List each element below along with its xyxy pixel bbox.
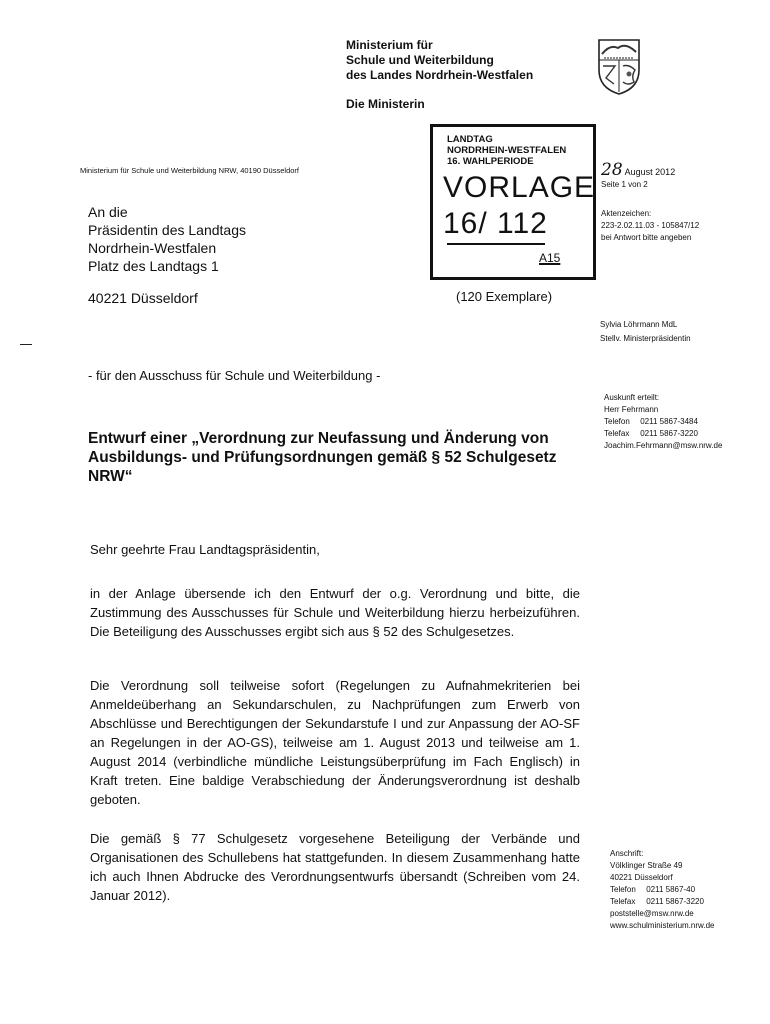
stamp-line: 16. WAHLPERIODE <box>447 156 534 167</box>
contact-fax-label: Telefax <box>604 429 630 438</box>
file-reference <box>601 208 699 244</box>
letter-date <box>601 160 675 180</box>
signer-block <box>600 318 691 346</box>
recipient-line: Nordrhein-Westfalen <box>88 240 217 256</box>
ministry-address <box>610 848 714 932</box>
address-fax-label: Telefax <box>610 897 636 906</box>
sender-line: Ministerium für Schule und Weiterbildung NRW, 40190 Düsseldorf <box>80 166 299 175</box>
landtag-stamp <box>430 124 596 280</box>
address-phone-label: Telefon <box>610 885 636 894</box>
signer-name: Sylvia Löhrmann MdL <box>600 320 678 329</box>
signer-title: Stellv. Ministerpräsidentin <box>600 334 691 343</box>
date-month-year: August 2012 <box>624 167 676 177</box>
body-paragraph: Die Verordnung soll teilweise sofort (Regelungen zu Aufnahmekriterien bei Anmeldeüberhang an Sekundarschulen, zu Nachprüfungen zum Erwerb von Abschlüsse und Berechtigungen der Sekundarstufe I und zur Anpassung der AO-SF an Regelungen in der AO-GS), teilweise am 1. August 2013 und teilweise am 1. August 2014 (verbindliche mündliche Leistungsüberprüfung im Fach Englisch) in Kraft treten. Eine baldige Verabschiedung der Änderungsverordnung ist deshalb geboten. <box>90 678 580 807</box>
salutation: Sehr geehrte Frau Landtagspräsidentin, <box>90 542 320 557</box>
stamp-number: 16/ 112 <box>443 207 548 240</box>
ministry-line: des Landes Nordrhein-Westfalen <box>346 68 534 82</box>
address-city: 40221 Düsseldorf <box>610 873 673 882</box>
contact-fax-number: 0211 5867-3220 <box>640 429 698 438</box>
address-phone-number: 0211 5867-40 <box>646 885 696 894</box>
letter-subject: Entwurf einer „Verordnung zur Neufassung und Änderung von Ausbildungs- und Prüfungsordnungen gemäß § 52 Schulgesetz NRW“ <box>88 430 557 485</box>
address-web: www.schulministerium.nrw.de <box>610 921 715 930</box>
body-paragraph: Die gemäß § 77 Schulgesetz vorgesehene Beteiligung der Verbände und Organisationen des Schullebens hat stattgefunden. In diesem Zusammenhang hatte ich auch Ihnen Abdrucke des Verordnungsentwurfs übersandt (Schreiben vom 24. Januar 2012). <box>90 831 580 903</box>
contact-fax <box>604 428 722 440</box>
ref-number: 223-2.02.11.03 - 105847/12 <box>601 221 700 230</box>
stamp-header <box>447 134 566 167</box>
address-email: poststelle@msw.nrw.de <box>610 909 694 918</box>
contact-phone <box>604 416 722 428</box>
page-indicator: Seite 1 von 2 <box>601 180 648 189</box>
contact-email: Joachim.Fehrmann@msw.nrw.de <box>604 441 723 450</box>
minister-title: Die Ministerin <box>346 97 425 111</box>
ministry-line: Ministerium für <box>346 38 433 52</box>
recipient-address <box>88 203 246 307</box>
nrw-coat-of-arms-icon <box>596 36 642 96</box>
ministry-line: Schule und Weiterbildung <box>346 53 494 67</box>
contact-block <box>604 392 722 452</box>
address-phone <box>610 884 714 896</box>
stamp-line: LANDTAG <box>447 134 493 145</box>
recipient-line: Präsidentin des Landtags <box>88 222 246 238</box>
address-street: Völklinger Straße 49 <box>610 861 683 870</box>
ref-note: bei Antwort bitte angeben <box>601 233 692 242</box>
ref-label: Aktenzeichen: <box>601 209 652 218</box>
date-day-handwritten: 28 <box>601 160 623 180</box>
contact-name: Herr Fehrmann <box>604 405 659 414</box>
stamp-title: VORLAGE <box>443 171 596 204</box>
address-fax <box>610 896 714 908</box>
contact-phone-number: 0211 5867-3484 <box>640 417 698 426</box>
address-label: Anschrift: <box>610 849 644 858</box>
fold-mark <box>20 344 32 345</box>
stamp-number-underline <box>447 243 545 245</box>
recipient-line: An die <box>88 204 128 220</box>
ministry-name <box>346 38 533 83</box>
recipient-line: Platz des Landtags 1 <box>88 258 219 274</box>
body-paragraph: in der Anlage übersende ich den Entwurf der o.g. Verordnung und bitte, die Zustimmung des Ausschusses für Schule und Weiterbildung hierzu herbeizuführen. Die Beteiligung des Ausschusses ergibt sich aus § 52 des Schulgesetzes. <box>90 586 580 639</box>
address-fax-number: 0211 5867-3220 <box>646 897 704 906</box>
stamp-code: A15 <box>539 251 561 265</box>
committee-line: - für den Ausschuss für Schule und Weiterbildung - <box>88 368 381 383</box>
contact-phone-label: Telefon <box>604 417 630 426</box>
copies-note: (120 Exemplare) <box>456 289 553 304</box>
stamp-line: NORDRHEIN-WESTFALEN <box>447 145 567 156</box>
contact-label: Auskunft erteilt: <box>604 393 660 402</box>
recipient-city: 40221 Düsseldorf <box>88 290 198 306</box>
